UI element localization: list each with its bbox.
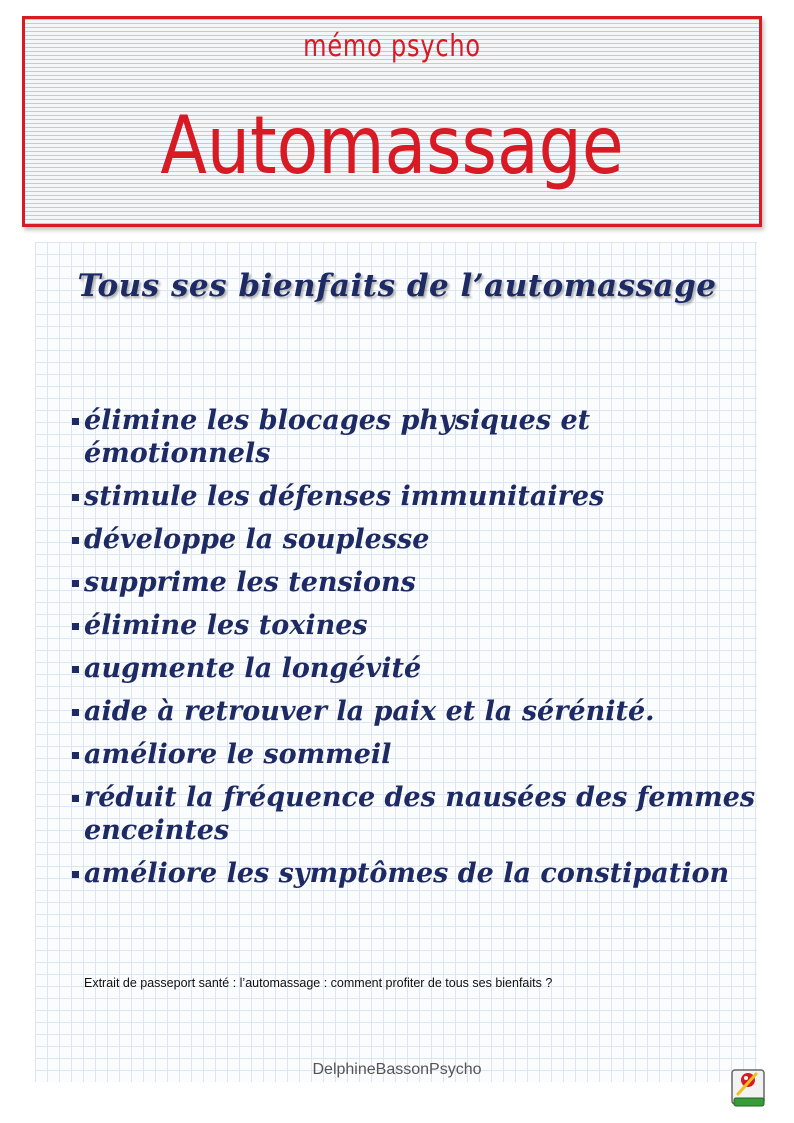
bullet-icon (72, 795, 79, 802)
bullet-icon (72, 537, 79, 544)
page-subtitle: mémo psycho (303, 29, 481, 64)
author-footer: DelphineBassonPsycho (312, 1061, 482, 1078)
list-item-text: augmente la longévité (84, 653, 422, 684)
list-item (72, 857, 762, 890)
list-item (72, 566, 762, 599)
section-heading: Tous ses bienfaits de l’automassage (77, 268, 717, 304)
list-item-text: améliore le sommeil (84, 739, 392, 770)
bullet-icon (72, 709, 79, 716)
bullet-icon (72, 580, 79, 587)
list-item-text: réduit la fréquence des nausées des femmes enceintes (84, 782, 756, 846)
list-item-text: élimine les blocages physiques et émotionnels (84, 405, 591, 469)
list-item (72, 523, 762, 556)
list-item (72, 480, 762, 513)
list-item (72, 738, 762, 771)
bullet-icon (72, 494, 79, 501)
bullet-icon (72, 666, 79, 673)
bullet-icon (72, 418, 79, 425)
list-item-text: stimule les défenses immunitaires (84, 481, 605, 512)
list-item (72, 404, 762, 470)
book-icon (726, 1064, 770, 1110)
list-item (72, 609, 762, 642)
list-item-text: élimine les toxines (84, 610, 368, 641)
bullet-icon (72, 871, 79, 878)
list-item (72, 652, 762, 685)
list-item-text: supprime les tensions (84, 567, 416, 598)
list-item-text: améliore les symptômes de la constipation (84, 858, 730, 889)
header-banner (22, 16, 762, 227)
benefits-list (72, 404, 762, 900)
list-item-text: développe la souplesse (84, 524, 430, 555)
bullet-icon (72, 623, 79, 630)
list-item (72, 695, 762, 728)
page-title: Automassage (160, 99, 624, 192)
list-item (72, 781, 762, 847)
bullet-icon (72, 752, 79, 759)
list-item-text: aide à retrouver la paix et la sérénité. (84, 696, 655, 727)
source-citation: Extrait de passeport santé : l’automassage : comment profiter de tous ses bienfaits ? (84, 976, 553, 990)
